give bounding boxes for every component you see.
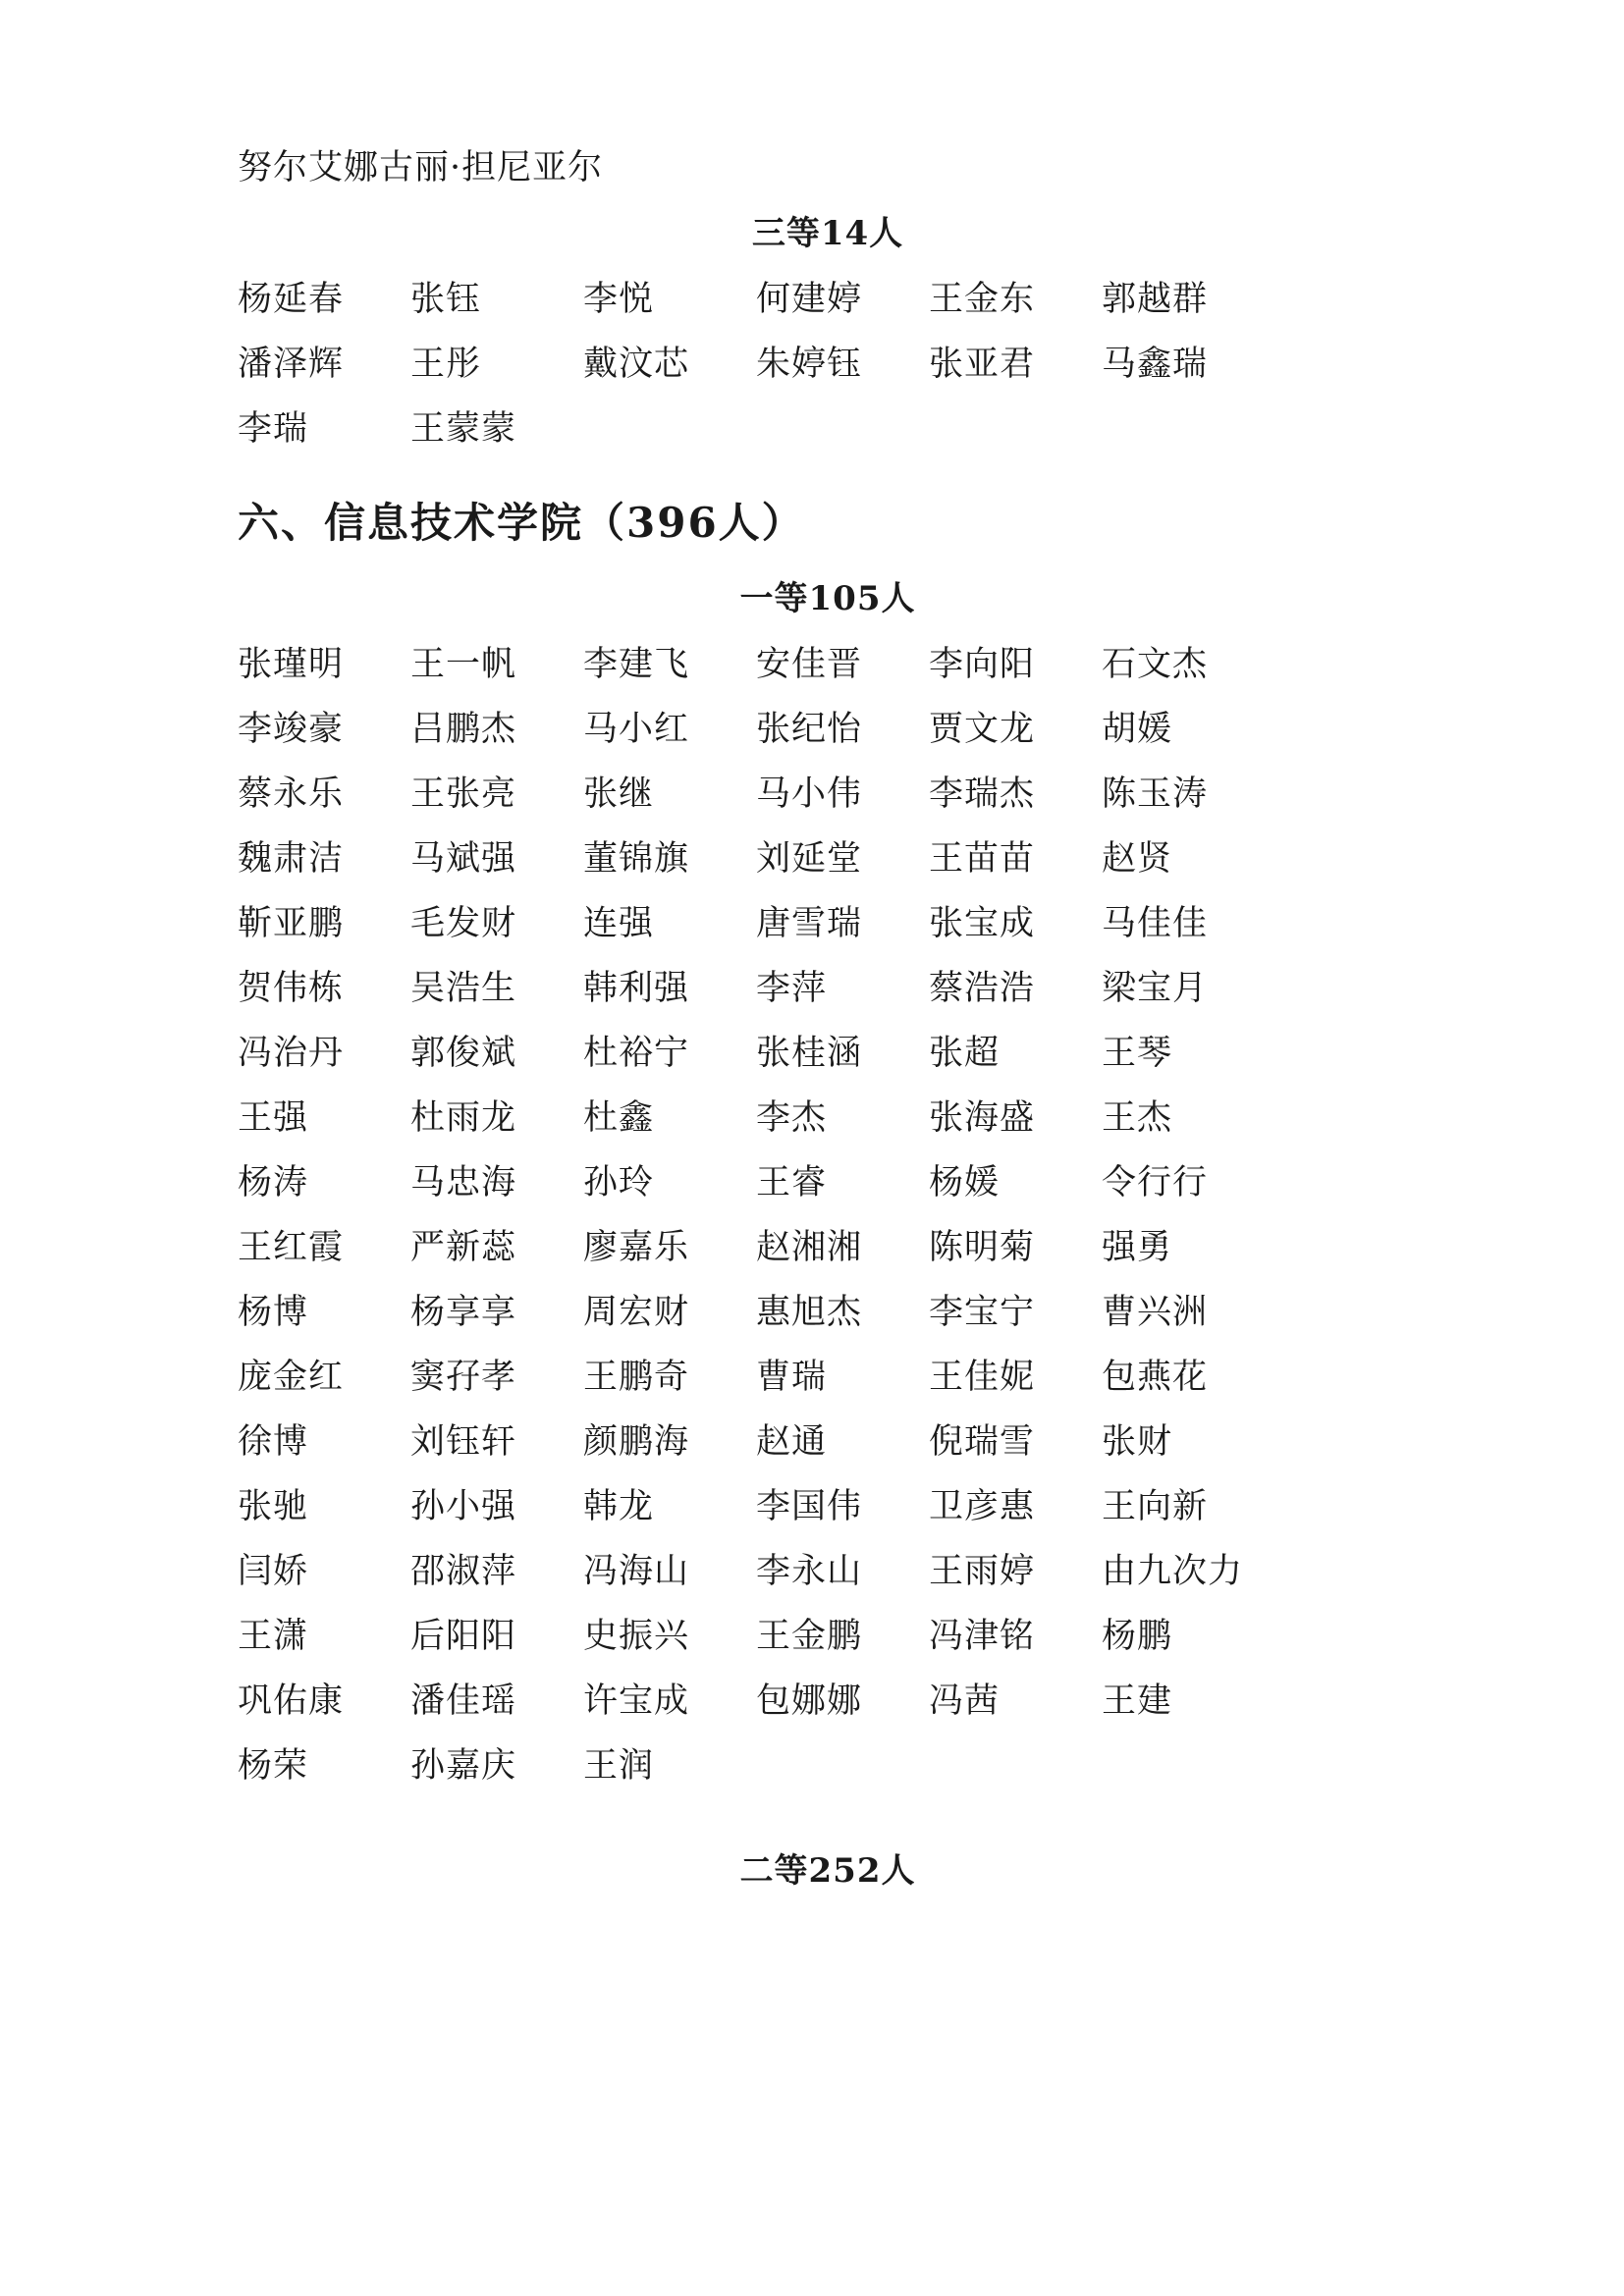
name-cell: 廖嘉乐 (583, 1228, 690, 1267)
name-cell: 韩龙 (583, 1487, 655, 1526)
name-cell: 刘钰轩 (410, 1422, 517, 1462)
second-prize-heading: 二等252人 (739, 1851, 916, 1891)
name-cell: 王睿 (756, 1163, 828, 1202)
name-cell: 张超 (929, 1034, 1001, 1073)
name-cell: 王佳妮 (929, 1358, 1036, 1397)
name-cell: 庞金红 (238, 1358, 345, 1397)
name-cell: 吕鹏杰 (410, 710, 517, 749)
name-cell: 马斌强 (410, 839, 517, 879)
name-cell: 李宝宁 (929, 1293, 1036, 1332)
name-cell: 杜裕宁 (583, 1034, 690, 1073)
name-cell: 蔡永乐 (238, 774, 345, 814)
name-cell: 王彤 (410, 345, 482, 384)
name-cell: 李竣豪 (238, 710, 345, 749)
name-cell: 唐雪瑞 (756, 904, 863, 943)
name-cell: 毛发财 (410, 904, 517, 943)
name-cell: 张财 (1102, 1422, 1173, 1462)
third-prize-heading: 三等14人 (751, 214, 904, 253)
name-cell: 曹瑞 (756, 1358, 828, 1397)
name-cell: 王雨婷 (929, 1552, 1036, 1591)
name-cell: 李向阳 (929, 645, 1036, 684)
name-cell: 张海盛 (929, 1098, 1036, 1138)
name-cell: 颜鹏海 (583, 1422, 690, 1462)
name-cell: 李瑞 (238, 409, 309, 449)
name-cell: 杨涛 (238, 1163, 309, 1202)
name-cell: 严新蕊 (410, 1228, 517, 1267)
name-cell: 曹兴洲 (1102, 1293, 1209, 1332)
name-cell: 杨鹏 (1102, 1617, 1173, 1656)
name-cell: 后阳阳 (410, 1617, 517, 1656)
name-cell: 冯治丹 (238, 1034, 345, 1073)
name-cell: 陈玉涛 (1102, 774, 1209, 814)
name-cell: 闫娇 (238, 1552, 309, 1591)
name-cell: 董锦旗 (583, 839, 690, 879)
name-cell: 孙小强 (410, 1487, 517, 1526)
name-cell: 杜雨龙 (410, 1098, 517, 1138)
name-cell: 王苗苗 (929, 839, 1036, 879)
name-cell: 赵湘湘 (756, 1228, 863, 1267)
name-cell: 王金东 (929, 280, 1036, 319)
section-title: 六、信息技术学院（396人） (238, 499, 805, 547)
name-cell: 王蒙蒙 (410, 409, 517, 449)
name-cell: 王强 (238, 1098, 309, 1138)
first-prize-heading: 一等105人 (739, 579, 916, 618)
name-cell: 李瑞杰 (929, 774, 1036, 814)
name-cell: 张桂涵 (756, 1034, 863, 1073)
name-cell: 杨荣 (238, 1746, 309, 1786)
name-cell: 王鹏奇 (583, 1358, 690, 1397)
name-cell: 马鑫瑞 (1102, 345, 1209, 384)
name-cell: 王向新 (1102, 1487, 1209, 1526)
name-cell: 王一帆 (410, 645, 517, 684)
name-cell: 李国伟 (756, 1487, 863, 1526)
name-cell: 孙玲 (583, 1163, 655, 1202)
leading-name-line: 努尔艾娜古丽·担尼亚尔 (238, 148, 604, 187)
name-cell: 张瑾明 (238, 645, 345, 684)
name-cell: 周宏财 (583, 1293, 690, 1332)
name-cell: 赵通 (756, 1422, 828, 1462)
name-cell: 邵淑萍 (410, 1552, 517, 1591)
name-cell: 徐博 (238, 1422, 309, 1462)
name-cell: 张钰 (410, 280, 482, 319)
name-cell: 张驰 (238, 1487, 309, 1526)
name-cell: 李永山 (756, 1552, 863, 1591)
name-cell: 包娜娜 (756, 1682, 863, 1721)
name-cell: 冯茜 (929, 1682, 1001, 1721)
name-cell: 魏肃洁 (238, 839, 345, 879)
name-cell: 卫彦惠 (929, 1487, 1036, 1526)
name-cell: 李萍 (756, 969, 828, 1008)
name-cell: 王润 (583, 1746, 655, 1786)
name-cell: 孙嘉庆 (410, 1746, 517, 1786)
name-cell: 郭俊斌 (410, 1034, 517, 1073)
name-cell: 潘泽辉 (238, 345, 345, 384)
name-cell: 胡媛 (1102, 710, 1173, 749)
name-cell: 巩佑康 (238, 1682, 345, 1721)
name-cell: 倪瑞雪 (929, 1422, 1036, 1462)
name-cell: 李悦 (583, 280, 655, 319)
name-cell: 令行行 (1102, 1163, 1209, 1202)
name-cell: 靳亚鹏 (238, 904, 345, 943)
name-cell: 朱婷钰 (756, 345, 863, 384)
name-cell: 杨媛 (929, 1163, 1001, 1202)
name-cell: 郭越群 (1102, 280, 1209, 319)
name-cell: 张继 (583, 774, 655, 814)
name-cell: 杜鑫 (583, 1098, 655, 1138)
name-cell: 梁宝月 (1102, 969, 1209, 1008)
name-cell: 刘延堂 (756, 839, 863, 879)
name-cell: 连强 (583, 904, 655, 943)
name-cell: 吴浩生 (410, 969, 517, 1008)
name-cell: 马小伟 (756, 774, 863, 814)
name-cell: 杨享享 (410, 1293, 517, 1332)
name-cell: 陈明菊 (929, 1228, 1036, 1267)
name-cell: 王琴 (1102, 1034, 1173, 1073)
name-cell: 由九次力 (1102, 1552, 1244, 1591)
name-cell: 贺伟栋 (238, 969, 345, 1008)
name-cell: 安佳晋 (756, 645, 863, 684)
name-cell: 张宝成 (929, 904, 1036, 943)
name-cell: 李建飞 (583, 645, 690, 684)
name-cell: 史振兴 (583, 1617, 690, 1656)
name-cell: 王潇 (238, 1617, 309, 1656)
name-cell: 张纪怡 (756, 710, 863, 749)
name-cell: 潘佳瑶 (410, 1682, 517, 1721)
name-cell: 强勇 (1102, 1228, 1173, 1267)
name-cell: 贾文龙 (929, 710, 1036, 749)
name-cell: 王杰 (1102, 1098, 1173, 1138)
name-cell: 王建 (1102, 1682, 1173, 1721)
name-cell: 戴汶芯 (583, 345, 690, 384)
first-prize-name-grid (238, 632, 1418, 1798)
third-prize-name-grid (238, 267, 1418, 461)
name-cell: 冯海山 (583, 1552, 690, 1591)
name-cell: 包燕花 (1102, 1358, 1209, 1397)
name-cell: 王红霞 (238, 1228, 345, 1267)
name-cell: 蔡浩浩 (929, 969, 1036, 1008)
name-cell: 窦孖孝 (410, 1358, 517, 1397)
name-cell: 王金鹏 (756, 1617, 863, 1656)
name-cell: 韩利强 (583, 969, 690, 1008)
name-cell: 马忠海 (410, 1163, 517, 1202)
name-cell: 许宝成 (583, 1682, 690, 1721)
name-cell: 赵贤 (1102, 839, 1173, 879)
name-cell: 冯津铭 (929, 1617, 1036, 1656)
name-cell: 王张亮 (410, 774, 517, 814)
name-cell: 李杰 (756, 1098, 828, 1138)
name-cell: 张亚君 (929, 345, 1036, 384)
name-cell: 马小红 (583, 710, 690, 749)
name-cell: 惠旭杰 (756, 1293, 863, 1332)
name-cell: 马佳佳 (1102, 904, 1209, 943)
name-cell: 杨延春 (238, 280, 345, 319)
name-cell: 石文杰 (1102, 645, 1209, 684)
name-cell: 杨博 (238, 1293, 309, 1332)
name-cell: 何建婷 (756, 280, 863, 319)
